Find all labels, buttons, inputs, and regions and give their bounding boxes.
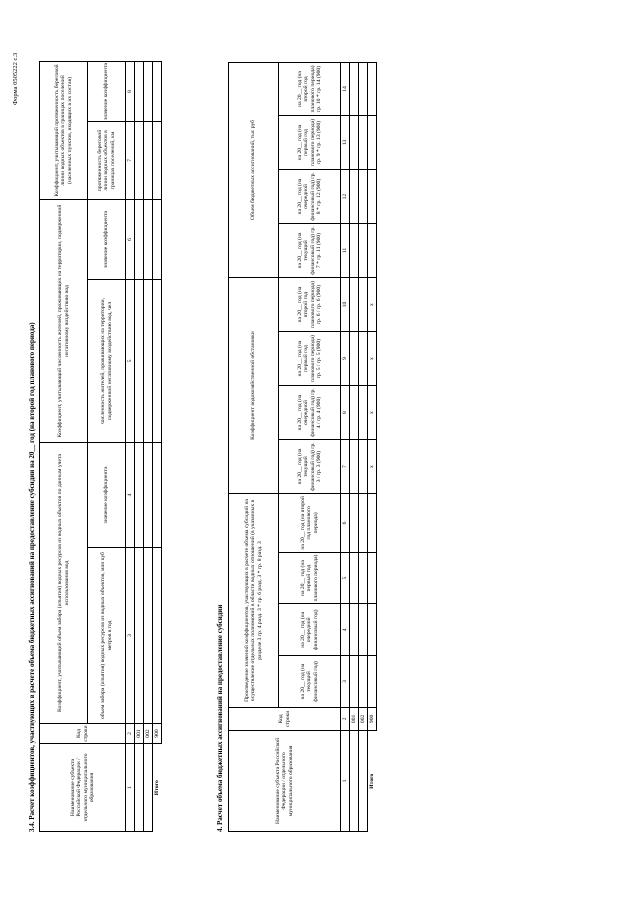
total-row — [368, 63, 377, 832]
row-code: 002 — [359, 707, 368, 730]
data-cell[interactable] — [368, 115, 377, 169]
header-code: Код строки — [40, 724, 126, 744]
header-coefficient-product: Произведение значений коэффициентов, участвующих в расчете объема субсидий на осуществление отдельных полномочий в области водных отношений (в указанных в разделе 3 гр. 4 разд. 3 * гр. 6 разд. 3 * гр. 8 разд. 3 — [229, 494, 279, 708]
column-number: 13 — [341, 115, 350, 169]
data-cell[interactable] — [350, 386, 359, 440]
data-cell[interactable] — [144, 280, 153, 443]
data-cell[interactable] — [144, 61, 153, 121]
column-number: 5 — [341, 552, 350, 604]
data-cell[interactable] — [359, 115, 368, 169]
column-number: 10 — [341, 278, 350, 332]
data-cell[interactable] — [350, 224, 359, 278]
column-number-row — [126, 61, 135, 831]
data-cell[interactable] — [144, 199, 153, 279]
header-period: на 20__ год (на первый год планового периода) — [279, 552, 341, 604]
column-number: 7 — [341, 440, 350, 494]
header-population-value: значение коэффициента — [88, 199, 126, 279]
column-number: 5 — [126, 280, 135, 443]
data-cell[interactable] — [359, 170, 368, 224]
data-cell[interactable] — [359, 604, 368, 656]
row-code: 001 — [135, 724, 144, 744]
column-number: 6 — [126, 199, 135, 279]
total-label: Итого — [369, 773, 376, 789]
column-number: 14 — [341, 63, 350, 116]
data-cell[interactable] — [153, 280, 162, 443]
data-cell[interactable] — [359, 63, 368, 116]
header-shoreline-coefficient: Коэффициент, учитывающий протяженность береговой линии водных объектов в границах поселений (населенных пунктов, входящих в их состав) — [40, 61, 88, 199]
data-cell[interactable] — [350, 604, 359, 656]
budget-allocation-table — [228, 62, 377, 832]
header-name: Наименование субъекта Российской Федерации / отдельного муниципального образования — [40, 744, 126, 832]
header-period: на 20__ год (на первый год планового периода) гр. 9 * гр. 13 (900) — [279, 115, 341, 169]
data-cell[interactable] — [359, 386, 368, 440]
data-cell[interactable] — [350, 440, 359, 494]
column-number-row — [341, 63, 350, 832]
header-water-situation-coefficient: Коэффициент водохозяйственной обстановки — [229, 278, 279, 494]
data-cell[interactable] — [153, 548, 162, 724]
data-cell[interactable] — [368, 604, 377, 656]
header-period: на 20__ год (на второй год планового периода) гр. 6 / гр. 6 (900) — [279, 278, 341, 332]
header-period: на 20__ год (на первый год планового периода) гр. 5 / гр. 5 (900) — [279, 332, 341, 386]
data-cell[interactable] — [350, 115, 359, 169]
data-cell[interactable] — [153, 443, 162, 548]
column-number: 4 — [341, 604, 350, 656]
section-3-4-title: 3.4. Расчет коэффициентов, участвующих в расчете объема бюджетных ассигнований на предоставление субсидии на 20__ год (на второй год планового периода) — [28, 322, 36, 832]
data-cell[interactable] — [350, 656, 359, 708]
table-row — [350, 63, 359, 832]
form-code: Форма 0505222 с.3 — [12, 52, 19, 105]
data-cell[interactable] — [368, 494, 377, 553]
name-cell[interactable] — [135, 744, 144, 832]
column-number: 1 — [126, 744, 135, 832]
data-cell[interactable] — [153, 61, 162, 121]
name-cell[interactable] — [144, 744, 153, 832]
header-name: Наименование субъекта Российской Федерации / отдельного муниципального образования — [229, 730, 341, 831]
header-period: на 20__ год (на второй год планового периода) — [279, 494, 341, 553]
data-cell[interactable] — [135, 280, 144, 443]
column-number: 9 — [341, 332, 350, 386]
data-cell[interactable] — [368, 170, 377, 224]
header-period: на 20__ год (на очередной финансовый год) — [279, 604, 341, 656]
data-cell[interactable] — [135, 443, 144, 548]
row-code: 001 — [350, 707, 359, 730]
header-period: на 20__ год (на очередной финансовый год) гр. 4 / гр. 4 (900) — [279, 386, 341, 440]
data-cell[interactable] — [144, 548, 153, 724]
data-cell[interactable] — [368, 224, 377, 278]
data-cell[interactable] — [359, 494, 368, 553]
name-cell[interactable] — [359, 730, 368, 831]
column-number: 3 — [126, 548, 135, 724]
table-row — [135, 61, 144, 831]
data-cell[interactable] — [350, 278, 359, 332]
data-cell[interactable] — [350, 63, 359, 116]
column-number: 3 — [341, 656, 350, 708]
header-water-intake-volume: объем забора (изъятия) водных ресурсов из водных объектов, млн куб метров в год — [88, 548, 126, 724]
header-period: на 20__ год (на текущий финансовый год) гр. 7 * гр. 11 (900) — [279, 224, 341, 278]
coefficients-table — [39, 61, 162, 832]
row-code: 002 — [144, 724, 153, 744]
data-cell[interactable] — [350, 494, 359, 553]
data-cell[interactable] — [359, 224, 368, 278]
header-period: на 20__ год (на текущий финансовый год) гр. 3 / гр. 3 (900) — [279, 440, 341, 494]
data-cell[interactable] — [144, 443, 153, 548]
column-number: 6 — [341, 494, 350, 553]
data-cell[interactable] — [135, 121, 144, 199]
data-cell[interactable] — [359, 278, 368, 332]
column-number: 7 — [126, 121, 135, 199]
total-label: Итого — [154, 780, 161, 796]
data-cell[interactable] — [153, 121, 162, 199]
header-code: Код строки — [229, 707, 341, 730]
data-cell[interactable] — [144, 121, 153, 199]
column-number: 2 — [341, 707, 350, 730]
header-period: на 20__ год (на второй год планового периода) гр. 10 * гр. 14 (900) — [279, 63, 341, 116]
table-row — [359, 63, 368, 832]
data-cell[interactable] — [359, 552, 368, 604]
column-number: 8 — [126, 61, 135, 121]
column-number: 8 — [341, 386, 350, 440]
data-cell[interactable] — [368, 63, 377, 116]
data-cell[interactable] — [153, 199, 162, 279]
data-cell[interactable] — [350, 332, 359, 386]
header-water-intake-coefficient: Коэффициент, учитывающий объем забора (изъятия) водных ресурсов из водных объектов по данным учета использования вод — [40, 443, 88, 724]
total-row — [153, 61, 162, 831]
data-cell[interactable] — [350, 552, 359, 604]
header-shoreline-value: значение коэффициента — [88, 61, 126, 121]
header-budget-volume: Объем бюджетных ассигнований, тыс руб — [229, 63, 279, 278]
total-code: 900 — [368, 707, 377, 730]
data-cell[interactable] — [368, 656, 377, 708]
x-mark: x — [368, 440, 377, 494]
data-cell[interactable] — [359, 332, 368, 386]
table-row — [144, 61, 153, 831]
data-cell[interactable] — [359, 440, 368, 494]
column-number: 1 — [341, 730, 350, 831]
section-4-title: 4. Расчет объема бюджетных ассигнований на предоставление субсидии — [216, 604, 224, 832]
header-period: на 20__ год (на очередной финансовый год) гр. 8 * гр. 12 (900) — [279, 170, 341, 224]
x-mark: x — [368, 386, 377, 440]
column-number: 4 — [126, 443, 135, 548]
data-cell[interactable] — [359, 656, 368, 708]
header-population-coefficient: Коэффициент, учитывающий численность жителей, проживающих на территории, подверженной негативному воздействию вод — [40, 199, 88, 442]
header-shoreline-length: протяженность береговой линии водных объектов в границах поселений, км — [88, 121, 126, 199]
name-cell[interactable] — [350, 730, 359, 831]
header-period: на 20__ год (на текущий финансовый год) — [279, 656, 341, 708]
column-number: 12 — [341, 170, 350, 224]
total-code: 900 — [153, 724, 162, 744]
x-mark: x — [368, 278, 377, 332]
data-cell[interactable] — [135, 61, 144, 121]
header-water-intake-value: значение коэффициента — [88, 443, 126, 548]
x-mark: x — [368, 332, 377, 386]
header-population-count: численность жителей, проживающих на территории, подверженной негативному воздействию вод, чел — [88, 280, 126, 443]
data-cell[interactable] — [350, 170, 359, 224]
data-cell[interactable] — [135, 199, 144, 279]
column-number: 11 — [341, 224, 350, 278]
data-cell[interactable] — [368, 552, 377, 604]
column-number: 2 — [126, 724, 135, 744]
data-cell[interactable] — [135, 548, 144, 724]
